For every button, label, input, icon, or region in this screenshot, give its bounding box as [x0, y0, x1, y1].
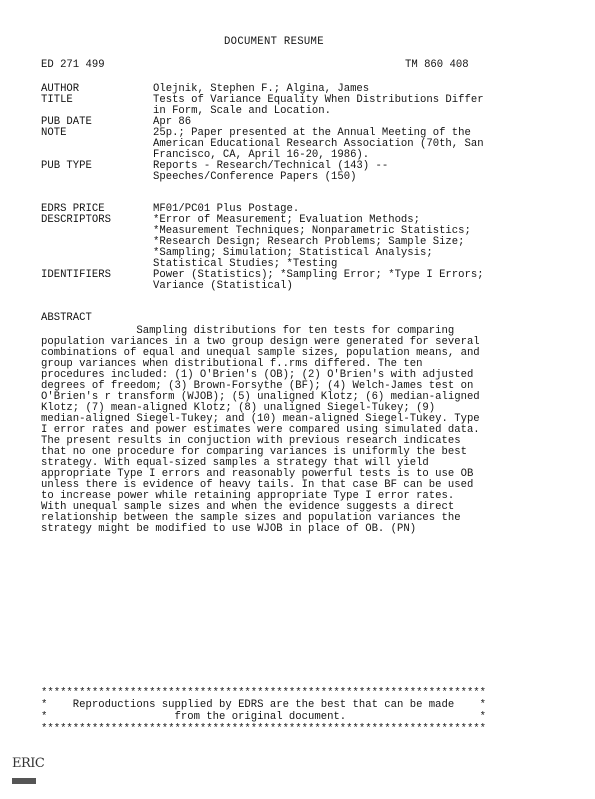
field-value: Apr 86	[153, 116, 192, 128]
spacer	[41, 183, 541, 204]
abstract-label: ABSTRACT	[41, 312, 92, 324]
field-title	[41, 95, 541, 117]
tm-number: TM 860 408	[405, 59, 469, 71]
abstract-text: Sampling distributions for ten tests for comparing population variances in a two group design were generated for several combinations of equal and unequal sample sizes, population means, and group variances when distributional f..rms differed. The ten procedures included: (1) O'Brien's (OB); (2) O'Brien's with adjusted degrees of freedom; (3) Brown-Forsythe (BF); (4) Welch-James test on O'Brien's r transform (WJOB); (5) unaligned Klotz; (6) median-aligned Klotz; (7) mean-aligned Klotz; (8) unaligned Siegel-Tukey; (9) median-aligned Siegel-Tukey; and (10) mean-aligned Siegel-Tukey. Type I error rates and power estimates were compared using simulated data. The present results in conjuction with previous research indicates that no one procedure for comparing variances is uniformly the best strategy. With equal-sized samples a strategy that will yield appropriate Type I errors and reasonably powerful tests is to use OB unless there is evidence of heavy tails. In that case BF can be used to increase power while retaining appropriate Type I error rates. With unequal sample sizes and when the evidence suggests a direct relationship between the sample sizes and population variances the strategy might be modified to use WJOB in place of OB. (PN)	[41, 325, 480, 535]
field-value: 25p.; Paper presented at the Annual Meeting of the American Educational Research Association (70th, San Francisco, CA, April 16-20, 1986).	[153, 127, 484, 161]
field-label: PUB TYPE	[41, 160, 92, 172]
field-value: MF01/PC01 Plus Postage.	[153, 203, 300, 215]
field-label: NOTE	[41, 127, 67, 139]
field-value: *Error of Measurement; Evaluation Methods; *Measurement Techniques; Nonparametric Statistics; *Research Design; Research Problems; Sample Size; *Sampling; Simulation; Statistical Analysis; Statistical Studies; *Testing	[153, 214, 471, 270]
eric-logo-bar	[12, 778, 36, 784]
reproduction-notice: ********************************************************************** * Reproductions supplied by EDRS are the best that can be made * * from the original document. * **********************************************************************	[41, 687, 487, 735]
eric-logo-text: ERIC	[12, 756, 45, 771]
field-descriptors	[41, 215, 541, 270]
field-value: Tests of Variance Equality When Distributions Differ in Form, Scale and Location.	[153, 94, 484, 117]
field-value: Power (Statistics); *Sampling Error; *Type I Errors; Variance (Statistical)	[153, 269, 484, 292]
field-label: AUTHOR	[41, 83, 80, 95]
eric-logo	[12, 756, 45, 788]
field-value: Reports - Research/Technical (143) -- Speeches/Conference Papers (150)	[153, 160, 389, 183]
field-pub-type	[41, 161, 541, 183]
field-label: TITLE	[41, 94, 73, 106]
field-label: IDENTIFIERS	[41, 269, 111, 281]
field-value: Olejnik, Stephen F.; Algina, James	[153, 83, 370, 95]
field-label: EDRS PRICE	[41, 203, 105, 215]
field-note	[41, 128, 541, 161]
ed-number: ED 271 499	[41, 59, 105, 71]
field-label: DESCRIPTORS	[41, 214, 111, 226]
metadata-fields	[41, 84, 541, 292]
document-title: DOCUMENT RESUME	[224, 36, 324, 48]
field-label: PUB DATE	[41, 116, 92, 128]
field-identifiers	[41, 270, 541, 292]
